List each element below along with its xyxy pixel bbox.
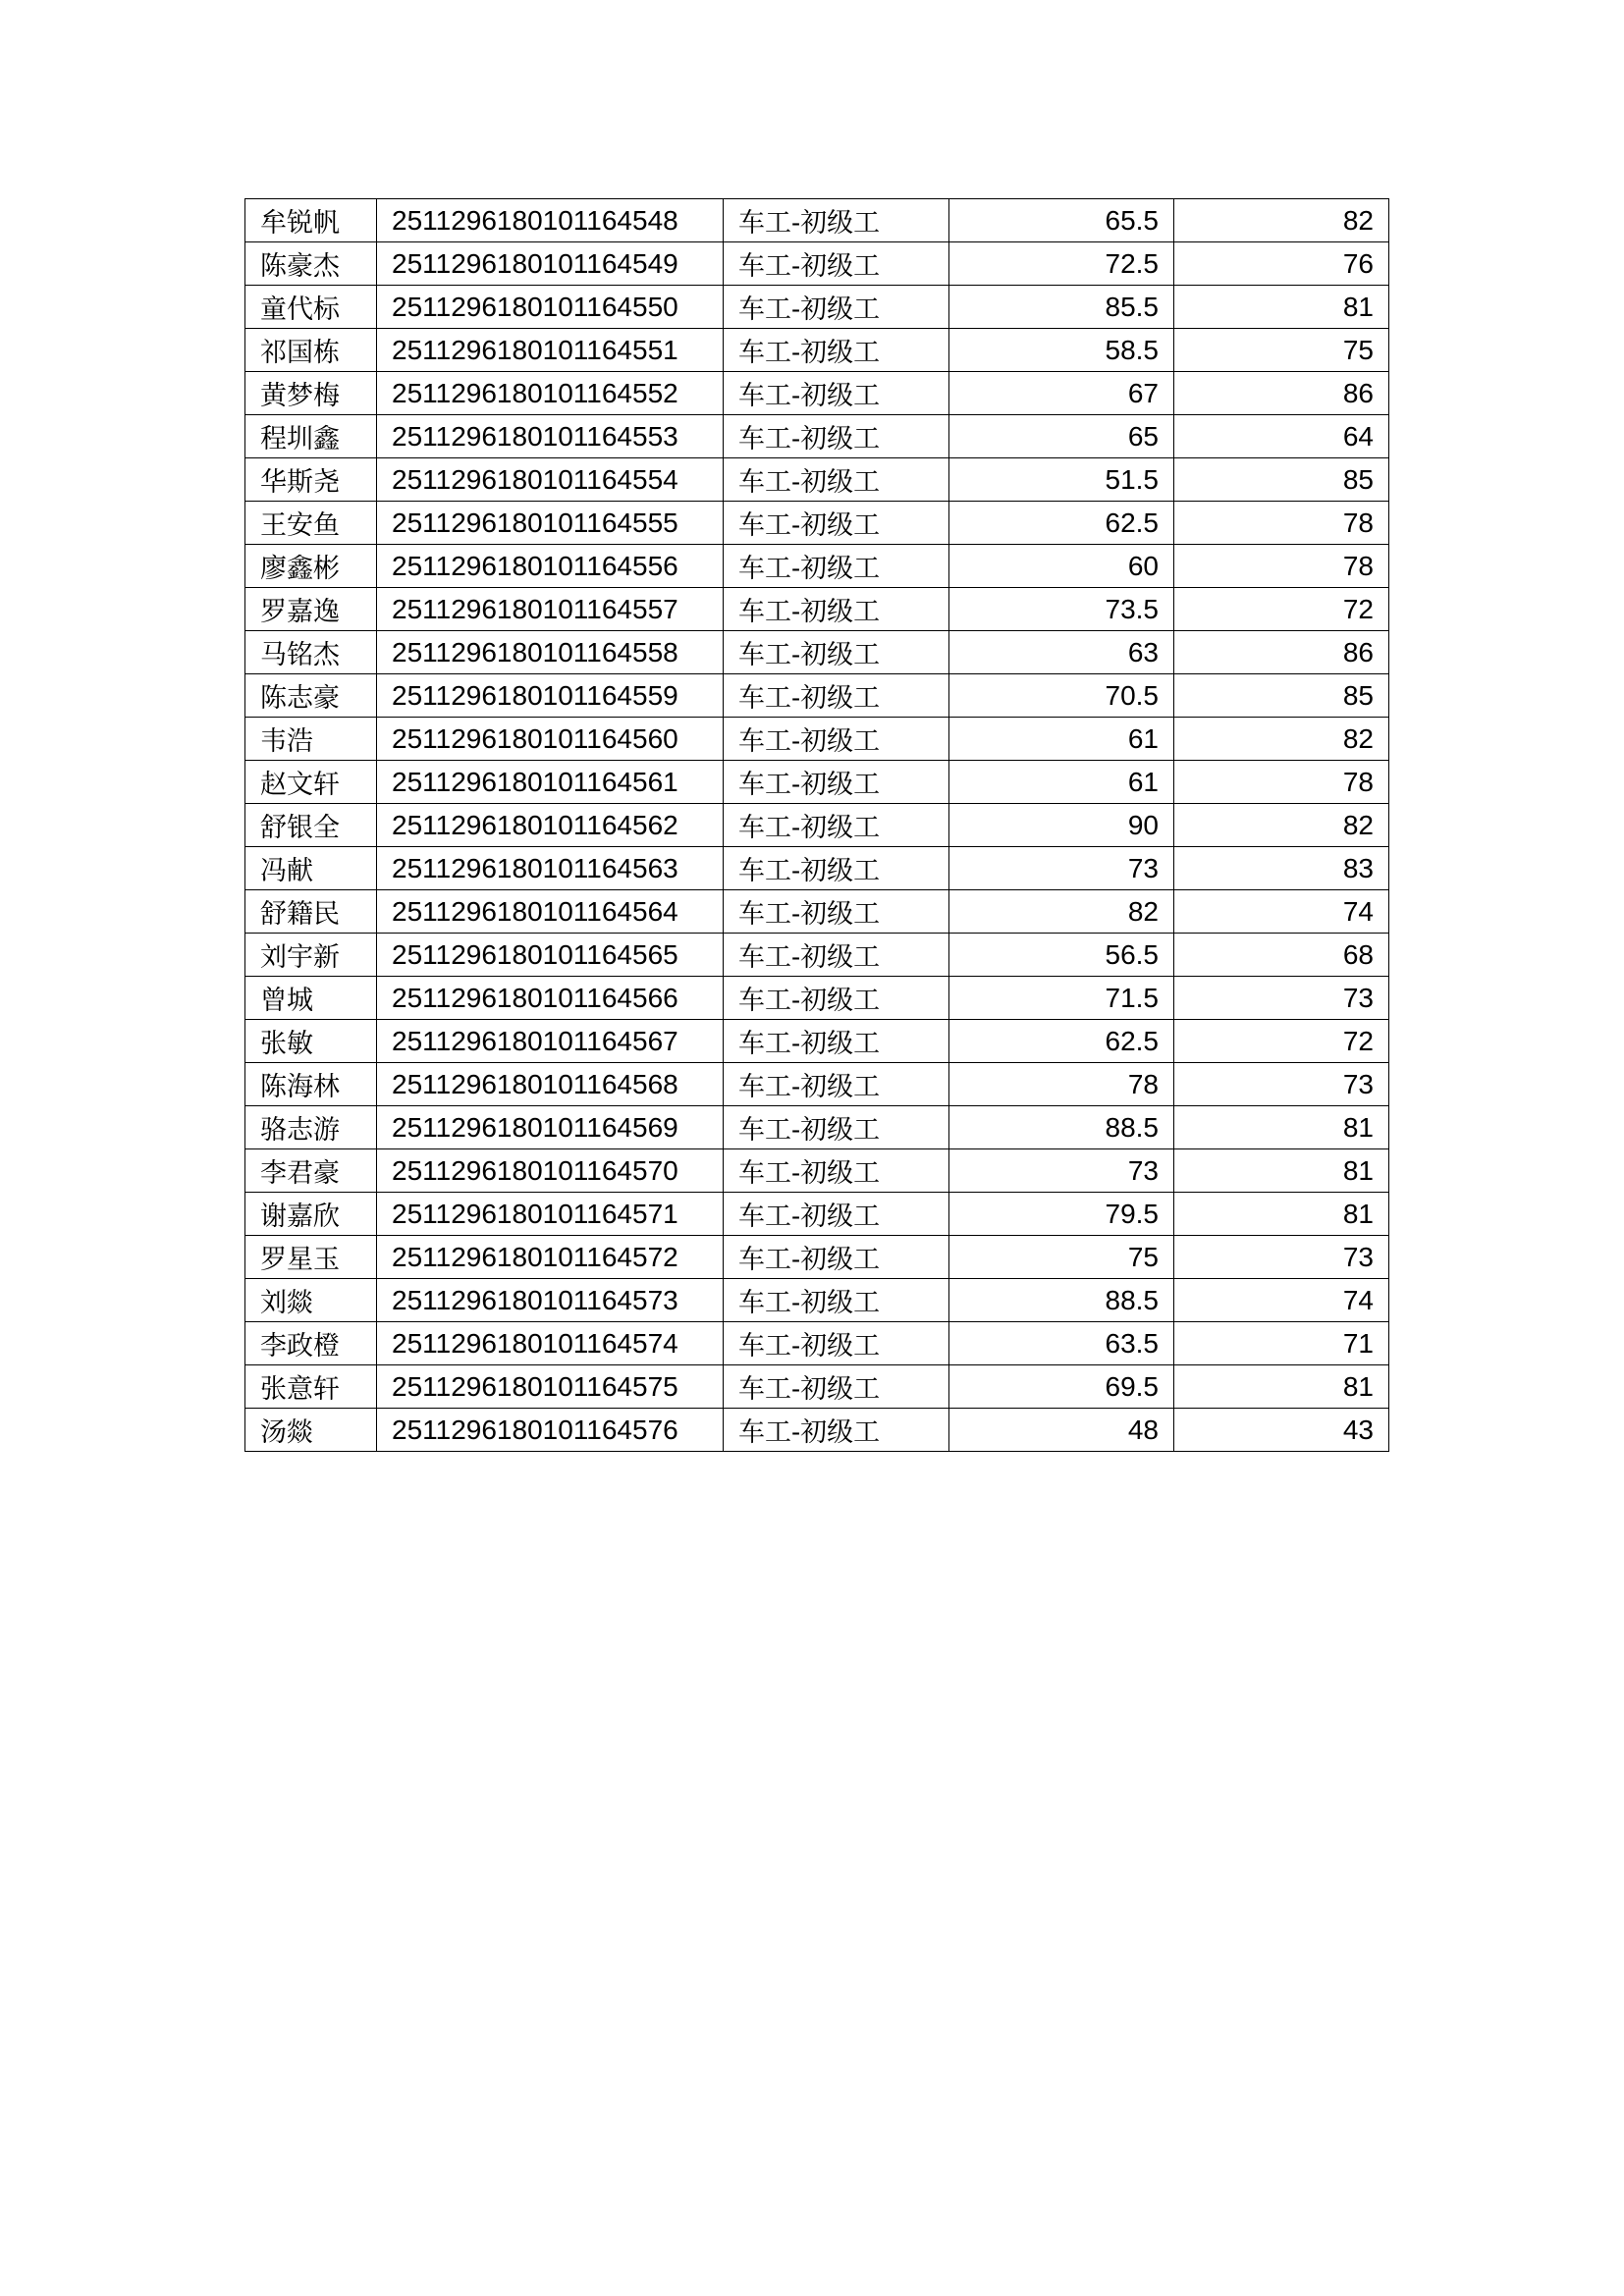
table-row	[245, 718, 1389, 761]
score-2-cell: 82	[1174, 718, 1389, 761]
candidate-name-cell: 刘宇新	[245, 934, 377, 977]
candidate-name-cell: 祁国栋	[245, 329, 377, 372]
candidate-id-cell: 2511296180101164570	[377, 1149, 724, 1193]
score-2-cell: 72	[1174, 1020, 1389, 1063]
candidate-id-cell: 2511296180101164571	[377, 1193, 724, 1236]
score-1-cell: 78	[949, 1063, 1174, 1106]
score-1-cell: 82	[949, 890, 1174, 934]
candidate-name-cell: 黄梦梅	[245, 372, 377, 415]
candidate-id-cell: 2511296180101164564	[377, 890, 724, 934]
table-row	[245, 847, 1389, 890]
candidate-id-cell: 2511296180101164574	[377, 1322, 724, 1365]
job-type-cell: 车工-初级工	[724, 804, 949, 847]
score-1-cell: 61	[949, 761, 1174, 804]
score-2-cell: 81	[1174, 1365, 1389, 1409]
score-2-cell: 76	[1174, 242, 1389, 286]
score-2-cell: 78	[1174, 761, 1389, 804]
job-type-cell: 车工-初级工	[724, 718, 949, 761]
score-2-cell: 71	[1174, 1322, 1389, 1365]
candidate-id-cell: 2511296180101164567	[377, 1020, 724, 1063]
score-1-cell: 85.5	[949, 286, 1174, 329]
job-type-cell: 车工-初级工	[724, 588, 949, 631]
job-type-cell: 车工-初级工	[724, 372, 949, 415]
table-row	[245, 415, 1389, 458]
candidate-id-cell: 2511296180101164556	[377, 545, 724, 588]
score-table	[244, 198, 1389, 1452]
candidate-id-cell: 2511296180101164568	[377, 1063, 724, 1106]
job-type-cell: 车工-初级工	[724, 415, 949, 458]
candidate-id-cell: 2511296180101164572	[377, 1236, 724, 1279]
score-2-cell: 81	[1174, 1149, 1389, 1193]
score-2-cell: 43	[1174, 1409, 1389, 1452]
job-type-cell: 车工-初级工	[724, 458, 949, 502]
candidate-name-cell: 程圳鑫	[245, 415, 377, 458]
table-row	[245, 934, 1389, 977]
score-1-cell: 62.5	[949, 502, 1174, 545]
job-type-cell: 车工-初级工	[724, 847, 949, 890]
table-body	[245, 199, 1389, 1452]
table-row	[245, 329, 1389, 372]
candidate-id-cell: 2511296180101164550	[377, 286, 724, 329]
candidate-name-cell: 韦浩	[245, 718, 377, 761]
table-row	[245, 804, 1389, 847]
table-row	[245, 1365, 1389, 1409]
candidate-id-cell: 2511296180101164575	[377, 1365, 724, 1409]
table-row	[245, 286, 1389, 329]
candidate-name-cell: 牟锐帆	[245, 199, 377, 242]
candidate-name-cell: 廖鑫彬	[245, 545, 377, 588]
job-type-cell: 车工-初级工	[724, 1279, 949, 1322]
table-row	[245, 242, 1389, 286]
score-2-cell: 64	[1174, 415, 1389, 458]
candidate-name-cell: 马铭杰	[245, 631, 377, 674]
score-1-cell: 70.5	[949, 674, 1174, 718]
candidate-id-cell: 2511296180101164566	[377, 977, 724, 1020]
table-row	[245, 372, 1389, 415]
candidate-id-cell: 2511296180101164559	[377, 674, 724, 718]
score-2-cell: 85	[1174, 458, 1389, 502]
job-type-cell: 车工-初级工	[724, 1365, 949, 1409]
candidate-id-cell: 2511296180101164557	[377, 588, 724, 631]
score-1-cell: 88.5	[949, 1106, 1174, 1149]
job-type-cell: 车工-初级工	[724, 1322, 949, 1365]
score-2-cell: 68	[1174, 934, 1389, 977]
job-type-cell: 车工-初级工	[724, 674, 949, 718]
candidate-name-cell: 舒籍民	[245, 890, 377, 934]
score-1-cell: 72.5	[949, 242, 1174, 286]
candidate-id-cell: 2511296180101164561	[377, 761, 724, 804]
score-2-cell: 82	[1174, 804, 1389, 847]
score-2-cell: 86	[1174, 372, 1389, 415]
score-2-cell: 82	[1174, 199, 1389, 242]
job-type-cell: 车工-初级工	[724, 286, 949, 329]
candidate-id-cell: 2511296180101164573	[377, 1279, 724, 1322]
candidate-id-cell: 2511296180101164560	[377, 718, 724, 761]
candidate-id-cell: 2511296180101164555	[377, 502, 724, 545]
candidate-name-cell: 李政橙	[245, 1322, 377, 1365]
table-row	[245, 890, 1389, 934]
candidate-name-cell: 罗嘉逸	[245, 588, 377, 631]
score-1-cell: 73.5	[949, 588, 1174, 631]
table-row	[245, 502, 1389, 545]
candidate-id-cell: 2511296180101164552	[377, 372, 724, 415]
table-row	[245, 1063, 1389, 1106]
table-row	[245, 545, 1389, 588]
candidate-id-cell: 2511296180101164553	[377, 415, 724, 458]
table-row	[245, 761, 1389, 804]
score-1-cell: 65	[949, 415, 1174, 458]
table-row	[245, 631, 1389, 674]
candidate-name-cell: 赵文轩	[245, 761, 377, 804]
candidate-id-cell: 2511296180101164569	[377, 1106, 724, 1149]
job-type-cell: 车工-初级工	[724, 502, 949, 545]
score-1-cell: 71.5	[949, 977, 1174, 1020]
job-type-cell: 车工-初级工	[724, 934, 949, 977]
job-type-cell: 车工-初级工	[724, 1106, 949, 1149]
score-2-cell: 86	[1174, 631, 1389, 674]
candidate-id-cell: 2511296180101164549	[377, 242, 724, 286]
score-2-cell: 74	[1174, 1279, 1389, 1322]
score-2-cell: 78	[1174, 545, 1389, 588]
candidate-name-cell: 冯献	[245, 847, 377, 890]
table-row	[245, 1149, 1389, 1193]
table-row	[245, 1236, 1389, 1279]
job-type-cell: 车工-初级工	[724, 329, 949, 372]
job-type-cell: 车工-初级工	[724, 1149, 949, 1193]
job-type-cell: 车工-初级工	[724, 1020, 949, 1063]
score-1-cell: 61	[949, 718, 1174, 761]
score-2-cell: 81	[1174, 286, 1389, 329]
score-2-cell: 73	[1174, 1063, 1389, 1106]
table-row	[245, 1106, 1389, 1149]
score-1-cell: 63.5	[949, 1322, 1174, 1365]
candidate-id-cell: 2511296180101164558	[377, 631, 724, 674]
candidate-id-cell: 2511296180101164554	[377, 458, 724, 502]
score-2-cell: 75	[1174, 329, 1389, 372]
candidate-id-cell: 2511296180101164576	[377, 1409, 724, 1452]
job-type-cell: 车工-初级工	[724, 1063, 949, 1106]
score-1-cell: 58.5	[949, 329, 1174, 372]
score-1-cell: 79.5	[949, 1193, 1174, 1236]
table-row	[245, 1020, 1389, 1063]
candidate-id-cell: 2511296180101164551	[377, 329, 724, 372]
table-row	[245, 1193, 1389, 1236]
score-2-cell: 81	[1174, 1193, 1389, 1236]
score-2-cell: 73	[1174, 1236, 1389, 1279]
candidate-name-cell: 陈海林	[245, 1063, 377, 1106]
score-2-cell: 78	[1174, 502, 1389, 545]
score-2-cell: 85	[1174, 674, 1389, 718]
score-2-cell: 83	[1174, 847, 1389, 890]
table-row	[245, 458, 1389, 502]
job-type-cell: 车工-初级工	[724, 199, 949, 242]
score-2-cell: 81	[1174, 1106, 1389, 1149]
job-type-cell: 车工-初级工	[724, 1236, 949, 1279]
candidate-name-cell: 华斯尧	[245, 458, 377, 502]
candidate-name-cell: 童代标	[245, 286, 377, 329]
score-1-cell: 75	[949, 1236, 1174, 1279]
score-1-cell: 65.5	[949, 199, 1174, 242]
candidate-name-cell: 张意轩	[245, 1365, 377, 1409]
candidate-name-cell: 罗星玉	[245, 1236, 377, 1279]
candidate-name-cell: 骆志游	[245, 1106, 377, 1149]
candidate-id-cell: 2511296180101164565	[377, 934, 724, 977]
job-type-cell: 车工-初级工	[724, 631, 949, 674]
table-row	[245, 1279, 1389, 1322]
table-row	[245, 1322, 1389, 1365]
candidate-name-cell: 谢嘉欣	[245, 1193, 377, 1236]
job-type-cell: 车工-初级工	[724, 1193, 949, 1236]
job-type-cell: 车工-初级工	[724, 761, 949, 804]
candidate-name-cell: 刘燚	[245, 1279, 377, 1322]
score-1-cell: 63	[949, 631, 1174, 674]
table-row	[245, 977, 1389, 1020]
job-type-cell: 车工-初级工	[724, 977, 949, 1020]
score-1-cell: 60	[949, 545, 1174, 588]
score-1-cell: 73	[949, 1149, 1174, 1193]
candidate-name-cell: 舒银全	[245, 804, 377, 847]
score-2-cell: 74	[1174, 890, 1389, 934]
table-row	[245, 588, 1389, 631]
candidate-name-cell: 陈豪杰	[245, 242, 377, 286]
score-2-cell: 73	[1174, 977, 1389, 1020]
score-1-cell: 73	[949, 847, 1174, 890]
score-1-cell: 67	[949, 372, 1174, 415]
score-1-cell: 51.5	[949, 458, 1174, 502]
job-type-cell: 车工-初级工	[724, 1409, 949, 1452]
job-type-cell: 车工-初级工	[724, 242, 949, 286]
score-1-cell: 62.5	[949, 1020, 1174, 1063]
score-1-cell: 48	[949, 1409, 1174, 1452]
candidate-name-cell: 李君豪	[245, 1149, 377, 1193]
job-type-cell: 车工-初级工	[724, 545, 949, 588]
table-row	[245, 199, 1389, 242]
score-1-cell: 88.5	[949, 1279, 1174, 1322]
score-1-cell: 90	[949, 804, 1174, 847]
candidate-id-cell: 2511296180101164563	[377, 847, 724, 890]
candidate-id-cell: 2511296180101164548	[377, 199, 724, 242]
candidate-name-cell: 张敏	[245, 1020, 377, 1063]
candidate-id-cell: 2511296180101164562	[377, 804, 724, 847]
candidate-name-cell: 曾城	[245, 977, 377, 1020]
job-type-cell: 车工-初级工	[724, 890, 949, 934]
candidate-name-cell: 汤燚	[245, 1409, 377, 1452]
score-1-cell: 56.5	[949, 934, 1174, 977]
candidate-name-cell: 王安鱼	[245, 502, 377, 545]
candidate-name-cell: 陈志豪	[245, 674, 377, 718]
score-2-cell: 72	[1174, 588, 1389, 631]
table-row	[245, 674, 1389, 718]
score-1-cell: 69.5	[949, 1365, 1174, 1409]
table-row	[245, 1409, 1389, 1452]
